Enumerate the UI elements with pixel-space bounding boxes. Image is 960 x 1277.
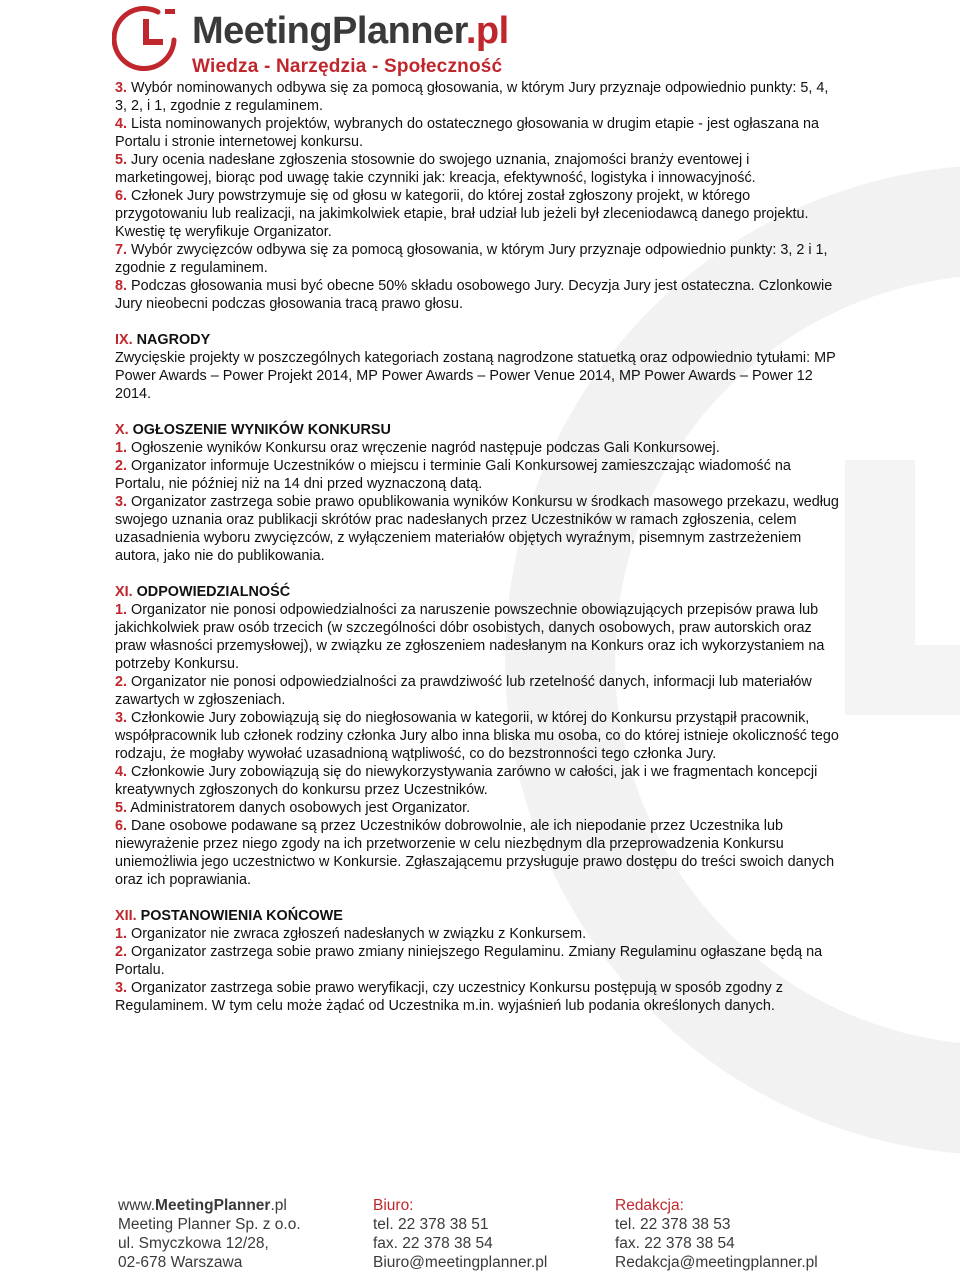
numbered-paragraph: 3. Wybór nominowanych odbywa się za pomocą głosowania, w którym Jury przyznaje odpowiednio punkty: 5, 4, 3, 2, i 1, zgodnie z regulaminem. [115, 80, 829, 114]
clock-logo-icon [112, 6, 180, 74]
footer-editorial-column [615, 1196, 818, 1272]
numbered-paragraph: 2. Organizator zastrzega sobie prawo zmiany niniejszego Regulaminu. Zmiany Regulaminu ogłaszane będą na Portalu. [115, 944, 823, 978]
header-logo [112, 6, 592, 78]
footer-editorial-tel: tel. 22 378 38 53 [615, 1216, 731, 1233]
numbered-paragraph: 7. Wybór zwycięzców odbywa się za pomocą głosowania, w którym Jury przyznaje odpowiednio punkty: 3, 2 i 1, zgodnie z regulaminem. [115, 242, 828, 276]
footer-office-email[interactable]: Biuro@meetingplanner.pl [373, 1254, 548, 1271]
section-heading-nagrody: IX. NAGRODY [115, 332, 211, 348]
document-body [115, 79, 840, 1015]
numbered-paragraph: 3. Organizator zastrzega sobie prawo weryfikacji, czy uczestnicy Konkursu postępują w sposób zgodny z Regulaminem. W tym celu może żądać od Uczestnika m.in. wyjaśnień lub podania określonych danych. [115, 980, 783, 1014]
footer-website-link[interactable]: www.MeetingPlanner.pl [118, 1197, 287, 1214]
numbered-paragraph: 5. Administratorem danych osobowych jest Organizator. [115, 800, 471, 816]
numbered-paragraph: 2. Organizator nie ponosi odpowiedzialności za prawdziwość lub rzetelność danych, informacji lub materiałów zawartych w zgłoszeniach. [115, 674, 812, 708]
section-heading-ogloszenie: X. OGŁOSZENIE WYNIKÓW KONKURSU [115, 422, 391, 438]
footer-company-name: Meeting Planner Sp. z o.o. [118, 1216, 301, 1233]
numbered-paragraph: 3. Członkowie Jury zobowiązują się do niegłosowania w kategorii, w której do Konkursu przystąpił pracownik, współpracownik lub członek rodziny członka Jury albo inna bliska mu osoba, co do której istnieje okoliczność tego rodzaju, że mogłaby wywołać uzasadnioną wątpliwość, co do bezstronności tego członka Jury. [115, 710, 839, 762]
numbered-paragraph: 5. Jury ocenia nadesłane zgłoszenia stosownie do swojego uznania, znajomości branży eventowej i marketingowej, biorąc pod uwagę takie czynniki jak: kreacja, efektywność, logistyka i innowacyjność. [115, 152, 756, 186]
page-footer [118, 1196, 918, 1276]
footer-editorial-email[interactable]: Redakcja@meetingplanner.pl [615, 1254, 818, 1271]
footer-company-column [118, 1196, 301, 1272]
numbered-paragraph: 6. Członek Jury powstrzymuje się od głosu w kategorii, do której został zgłoszony projekt, w którego przygotowaniu lub realizacji, na jakimkolwiek etapie, brał udział lub jeżeli był zleceniodawcą danego projektu. Kwestię tę weryfikuje Organizator. [115, 188, 809, 240]
logo-tagline: Wiedza - Narzędzia - Społeczność [192, 56, 503, 77]
logo-brand-name: MeetingPlanner.pl [192, 10, 509, 52]
footer-office-column [373, 1196, 547, 1272]
numbered-paragraph: 8. Podczas głosowania musi być obecne 50% składu osobowego Jury. Decyzja Jury jest ostateczna. Czlonkowie Jury nieobecni podczas głosowania tracą prawo głosu. [115, 278, 833, 312]
footer-office-title: Biuro: [373, 1197, 414, 1214]
footer-city: 02-678 Warszawa [118, 1254, 243, 1271]
numbered-paragraph: 1. Organizator nie ponosi odpowiedzialności za naruszenie powszechnie obowiązujących przepisów prawa lub jakichkolwiek praw osób trzecich (w szczególności dóbr osobistych, danych osobowych, praw autorskich oraz praw własności przemysłowej), w związku ze zgłoszeniem nadesłanym na Konkurs oraz ich wykorzystaniem na potrzeby Konkursu. [115, 602, 825, 672]
numbered-paragraph: 6. Dane osobowe podawane są przez Uczestników dobrowolnie, ale ich niepodanie przez Uczestnika lub niewyrażenie przez niego zgody na ich przetworzenie w celu niezbędnym dla przeprowadzenia Konkursu uniemożliwia jego uczestnictwo w Konkursie. Zgłaszającemu przysługuje prawo dostępu do treści swoich danych oraz ich poprawiania. [115, 818, 835, 888]
footer-street: ul. Smyczkowa 12/28, [118, 1235, 269, 1252]
footer-editorial-fax: fax. 22 378 38 54 [615, 1235, 735, 1252]
section-heading-postanowienia: XII. POSTANOWIENIA KOŃCOWE [115, 908, 343, 924]
numbered-paragraph: 4. Członkowie Jury zobowiązują się do niewykorzystywania zarówno w całości, jak i we fragmentach koncepcji kreatywnych zgłoszonych do konkursu przez Uczestników. [115, 764, 818, 798]
numbered-paragraph: 3. Organizator zastrzega sobie prawo opublikowania wyników Konkursu w środkach masowego przekazu, według swojego uznania oraz publikacji skrótów prac nadesłanych przez Uczestników w ramach zgłoszenia, celem uzasadnienia wyboru zwycięzców, z wyłączeniem materiałów objętych wyraźnym, pisemnym zastrzeżeniem autora, jako nie do publikowania. [115, 494, 839, 564]
numbered-paragraph: 2. Organizator informuje Uczestników o miejscu i terminie Gali Konkursowej zamieszczając wiadomość na Portalu, nie później niż na 14 dni przed wyznaczoną datą. [115, 458, 791, 492]
footer-office-tel: tel. 22 378 38 51 [373, 1216, 489, 1233]
numbered-paragraph: 1. Ogłoszenie wyników Konkursu oraz wręczenie nagród następuje podczas Gali Konkursowej. [115, 440, 720, 456]
numbered-paragraph: 1. Organizator nie zwraca zgłoszeń nadesłanych w związku z Konkursem. [115, 926, 587, 942]
section-intro: Zwycięskie projekty w poszczególnych kategoriach zostaną nagrodzone statuetką oraz odpowiednio tytułami: MP Power Awards – Power Projekt 2014, MP Power Awards – Power Venue 2014, MP Power Awards – Power 12 2014. [115, 350, 836, 402]
footer-office-fax: fax. 22 378 38 54 [373, 1235, 493, 1252]
numbered-paragraph: 4. Lista nominowanych projektów, wybranych do ostatecznego głosowania w drugim etapie - jest ogłaszana na Portalu i stronie internetowej konkursu. [115, 116, 819, 150]
section-heading-odpowiedzialnosc: XI. ODPOWIEDZIALNOŚĆ [115, 584, 291, 600]
footer-editorial-title: Redakcja: [615, 1197, 684, 1214]
